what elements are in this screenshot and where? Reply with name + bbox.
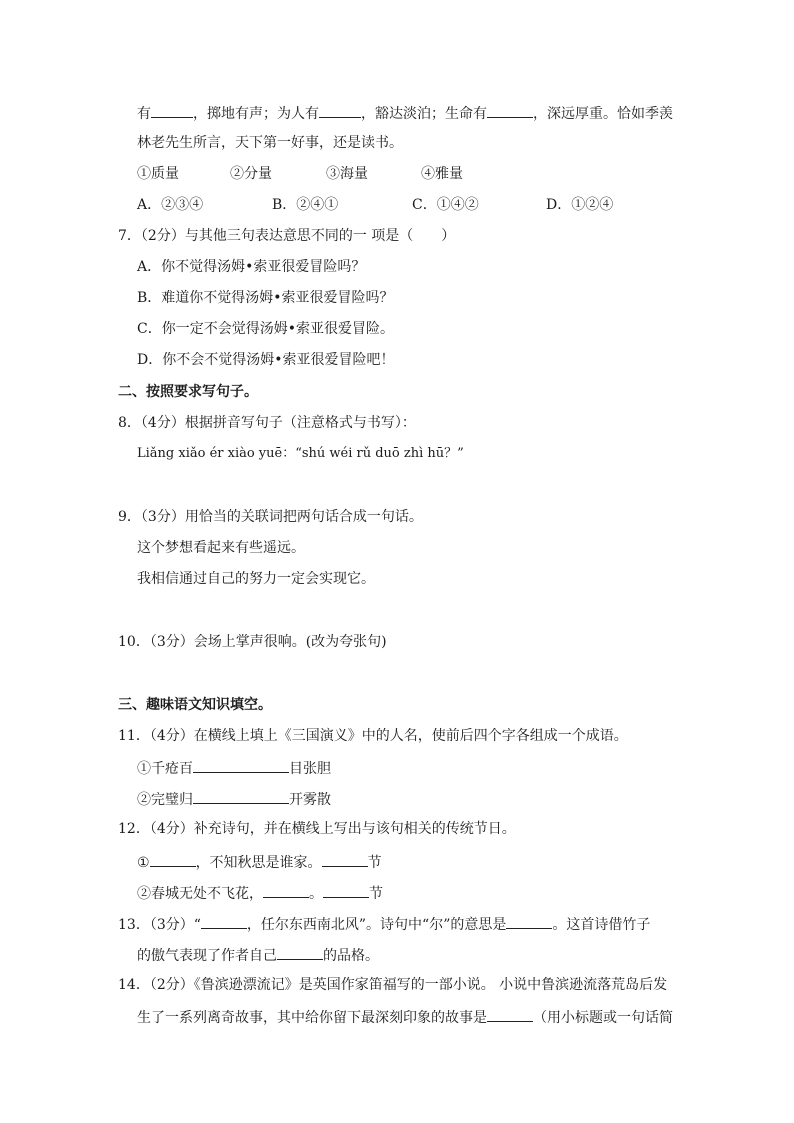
text: 有 [137, 106, 151, 122]
q7-option-c[interactable]: C．你一定不会觉得汤姆•索亚很爱冒险。 [137, 321, 394, 337]
q6-item: ①质量 [137, 166, 179, 182]
q6-item: ②分量 [230, 166, 272, 182]
text: ，任尔东西南北风”。诗句中“尔”的意思是 [246, 917, 507, 933]
text: 13．（3分）“ [118, 917, 201, 933]
section-heading-2: 二、按照要求写句子。 [118, 384, 258, 400]
text: 生了一系列离奇故事，其中给你留下最深刻印象的故事是 [137, 1010, 487, 1026]
text: ，深远厚重。恰如季羡 [533, 106, 673, 122]
text: 目张胆 [289, 761, 331, 777]
q9-stem: 9．（3分）用恰当的关联词把两句话合成一句话。 [118, 509, 423, 525]
q13-line-2 [137, 944, 379, 966]
q6-choice-d[interactable]: D．①②④ [546, 197, 614, 213]
q14-line-2 [137, 1006, 673, 1028]
q7-option-d[interactable]: D．你不会不觉得汤姆•索亚很爱冒险吧！ [137, 352, 395, 368]
q10-stem: 10．（3分）会场上掌声很响。(改为夸张句) [118, 634, 387, 650]
text: ，豁达淡泊；生命有 [361, 106, 487, 122]
answer-blank[interactable] [322, 851, 368, 867]
answer-blank[interactable] [151, 102, 193, 118]
answer-blank[interactable] [263, 882, 309, 898]
text: ②完璧归 [137, 792, 193, 808]
q12-item-2 [137, 882, 383, 904]
answer-blank[interactable] [323, 882, 369, 898]
q9-sentence-2: 我相信通过自己的努力一定会实现它。 [137, 571, 375, 587]
text: 节 [369, 886, 383, 902]
q11-item-1 [137, 757, 331, 779]
answer-blank[interactable] [487, 102, 533, 118]
q6-choice-c[interactable]: C．①④② [412, 197, 479, 213]
q9-sentence-1: 这个梦想看起来有些遥远。 [137, 540, 305, 556]
q7-option-a[interactable]: A．你不觉得汤姆•索亚很爱冒险吗？ [137, 259, 366, 275]
q11-stem: 11．（4分）在横线上填上《三国演义》中的人名，使前后四个字各组成一个成语。 [118, 728, 628, 744]
answer-blank[interactable] [487, 1006, 533, 1022]
answer-blank[interactable] [319, 102, 361, 118]
q6-stem-line2: 林老先生所言，天下第一好事，还是读书。 [137, 135, 403, 151]
text: 开雾散 [289, 792, 331, 808]
answer-blank[interactable] [193, 788, 289, 804]
q7-stem: 7．（2分）与其他三句表达意思不同的一 项是（ ） [118, 228, 456, 244]
q8-pinyin: Liǎng xiǎo ér xiào yuē：“shú wéi rǔ duō zhì hū？” [137, 446, 464, 461]
section-heading-3: 三、趣味语文知识填空。 [118, 697, 272, 713]
q8-stem: 8．（4分）根据拼音写句子（注意格式与书写）： [118, 415, 416, 431]
q6-item: ④雅量 [421, 166, 463, 182]
q6-choice-b[interactable]: B．②④① [272, 197, 339, 213]
text: 节 [367, 855, 382, 871]
text: 的傲气表现了作者自己 [137, 948, 277, 964]
answer-blank[interactable] [193, 757, 289, 773]
q6-items [0, 164, 794, 184]
q6-choice-a[interactable]: A．②③④ [137, 197, 204, 213]
text: （用小标题或一句话简 [533, 1010, 673, 1026]
q12-stem: 12．（4分）补充诗句，并在横线上写出与该句相关的传统节日。 [118, 821, 516, 837]
q7-option-b[interactable]: B．难道你不觉得汤姆•索亚很爱冒险吗？ [137, 290, 394, 306]
q13-line-1 [118, 913, 650, 935]
text: ，不知秋思是谁家。 [195, 855, 322, 871]
q6-item: ③海量 [326, 166, 368, 182]
text: 的品格。 [323, 948, 379, 964]
q14-line-1: 14．（2分）《鲁滨逊漂流记》是英国作家笛福写的一部小说。 小说中鲁滨逊流落荒岛后发 [118, 977, 668, 993]
answer-blank[interactable] [150, 851, 196, 867]
answer-blank[interactable] [201, 913, 247, 929]
text: ，掷地有声；为人有 [193, 106, 319, 122]
text: ①千疮百 [137, 761, 193, 777]
answer-blank[interactable] [277, 944, 323, 960]
text: ① [137, 855, 150, 871]
q11-item-2 [137, 788, 331, 810]
q12-item-1 [137, 851, 382, 873]
text: ②春城无处不飞花， [137, 886, 263, 902]
text: 。 [309, 886, 323, 902]
q6-stem-line1 [137, 102, 673, 124]
text: 。这首诗借竹子 [552, 917, 651, 933]
q6-choices [0, 195, 794, 215]
answer-blank[interactable] [506, 913, 552, 929]
